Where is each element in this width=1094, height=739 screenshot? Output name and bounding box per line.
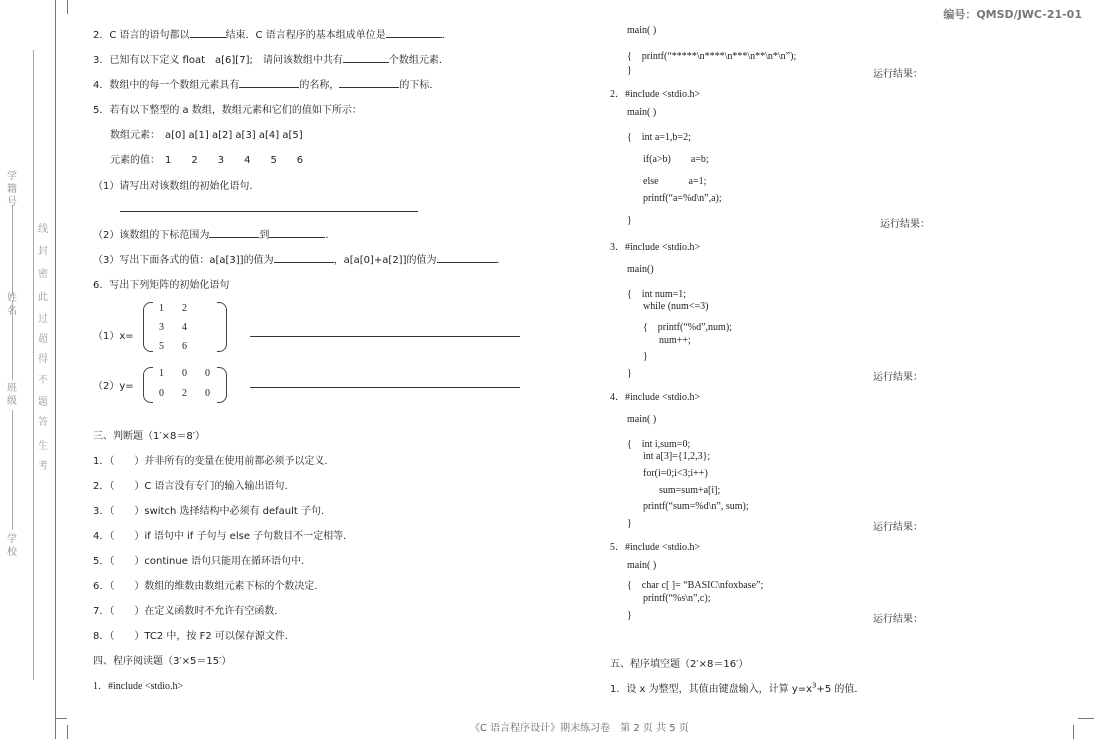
matrix-cell: 5	[159, 341, 164, 352]
fill-question-1: 1．设 x 为整型，其值由键盘输入，计算 $y=x^3+5$ 的值．	[610, 681, 865, 695]
judge-statement: TC2 中，按 F2 可以保存源文件．	[144, 631, 295, 642]
matrix-cell: 2	[182, 388, 187, 399]
code-line: num++;	[659, 335, 691, 346]
code-line: printf(“%s\n”,c);	[643, 593, 711, 604]
code-line: main( )	[627, 25, 657, 36]
judge-number: 7．（ ）	[93, 606, 145, 617]
class-label: 班级	[7, 383, 17, 407]
student-id-label: 学籍号	[7, 171, 17, 208]
judge-item	[93, 552, 311, 567]
sidebar-line	[12, 205, 13, 295]
name-label: 姓名	[7, 293, 17, 317]
judge-item	[93, 602, 284, 617]
result-label: 运行结果：	[873, 614, 923, 625]
judge-item	[93, 577, 324, 592]
matrix-cell: 1	[159, 368, 164, 379]
code-line: { int i,sum=0;	[627, 439, 691, 450]
seal-char: 超	[38, 334, 48, 345]
seal-char: 此	[38, 292, 48, 303]
code-line: }	[627, 215, 632, 226]
code-line: 3．#include <stdio.h>	[610, 242, 701, 253]
section-3-heading: 三、判断题（1′×8＝8′）	[93, 431, 206, 442]
judge-item	[93, 527, 353, 542]
judge-number: 3．（ ）	[93, 506, 145, 517]
seal-char: 不	[38, 375, 48, 386]
school-label: 学校	[7, 534, 17, 558]
judge-item	[93, 452, 334, 467]
result-label: 运行结果：	[873, 522, 923, 533]
seal-char: 得	[38, 354, 48, 365]
judge-item	[93, 502, 331, 517]
answer-line	[120, 211, 418, 212]
seal-line	[33, 50, 34, 680]
array-elements-row: 数组元素： a[0] a[1] a[2] a[3] a[4] a[5]	[110, 130, 303, 141]
matrix-y-label: （2）y=	[93, 381, 134, 392]
result-label: 运行结果：	[880, 219, 930, 230]
matrix-cell: 1	[159, 303, 164, 314]
judge-number: 1．（ ）	[93, 456, 145, 467]
seal-char: 考	[38, 461, 48, 472]
judge-statement: 并非所有的变量在使用前都必须予以定义．	[144, 456, 335, 467]
seal-char: 题	[38, 397, 48, 408]
matrix-cell: 2	[182, 303, 187, 314]
seal-char: 过	[38, 314, 48, 325]
matrix-bracket-right	[217, 302, 227, 352]
code-line: { char c[ ]= “BASIC\nfoxbase”;	[627, 580, 764, 591]
matrix-cell: 0	[205, 368, 210, 379]
judge-statement: 在定义函数时不允许有空函数．	[144, 606, 285, 617]
section-4-heading: 四、程序阅读题（3′×5＝15′）	[93, 656, 232, 667]
seal-char: 答	[38, 417, 48, 428]
question-5: 5．若有以下整型的 a 数组，数组元素和它们的值如下所示：	[93, 105, 362, 116]
code-line: }	[627, 610, 632, 621]
crop-mark	[1073, 725, 1074, 739]
question-5-3: （3）写出下面各式的值：a[a[3]]的值为 ，a[a[0]+a[2]]的值为 ．	[93, 251, 507, 266]
judge-number: 4．（ ）	[93, 531, 145, 542]
judge-number: 6．（ ）	[93, 581, 145, 592]
answer-line	[250, 387, 520, 388]
judge-number: 2．（ ）	[93, 481, 145, 492]
code-line: if(a>b) a=b;	[643, 154, 709, 165]
judge-statement: switch 选择结构中必须有 default 子句．	[144, 506, 332, 517]
code-line: while (num<=3)	[643, 301, 709, 312]
matrix-cell: 3	[159, 322, 164, 333]
page-footer: 《C 语言程序设计》期末练习卷 第 2 页 共 5 页	[470, 723, 689, 734]
program-1-include: 1．#include <stdio.h>	[93, 681, 184, 692]
code-line: { printf(“%d”,num);	[643, 322, 732, 333]
code-line: }	[643, 351, 648, 362]
code-line: sum=sum+a[i];	[659, 485, 721, 496]
matrix-bracket-left	[143, 302, 153, 352]
document-number: 编号：QMSD/JWC-21-01	[943, 8, 1082, 21]
crop-mark	[67, 725, 68, 739]
crop-mark	[67, 0, 68, 14]
code-line: main( )	[627, 107, 657, 118]
section-5-heading: 五、程序填空题（2′×8＝16′）	[610, 659, 749, 670]
judge-statement: continue 语句只能用在循环语句中．	[144, 556, 312, 567]
code-line: int a[3]={1,2,3};	[643, 451, 711, 462]
judge-statement: C 语言没有专门的输入输出语句．	[144, 481, 295, 492]
crop-mark	[55, 718, 67, 719]
code-line: 4．#include <stdio.h>	[610, 392, 701, 403]
result-label: 运行结果：	[873, 69, 923, 80]
crop-mark	[1078, 718, 1094, 719]
question-4: 4．数组中的每一个数组元素具有 的名称， 的下标．	[93, 76, 439, 91]
code-line: printf(“a=%d\n”,a);	[643, 193, 722, 204]
seal-char: 封	[38, 246, 48, 257]
code-line: else a=1;	[643, 176, 707, 187]
matrix-cell: 0	[159, 388, 164, 399]
array-values-row: 元素的值： 1 2 3 4 5 6	[110, 155, 304, 166]
question-3: 3．已知有以下定义 float a[6][7]; 请问该数组中共有 个数组元素．	[93, 51, 449, 66]
code-line: for(i=0;i<3;i++)	[643, 468, 708, 479]
code-line: main( )	[627, 560, 657, 571]
code-line: }	[627, 518, 632, 529]
question-6: 6．写出下列矩阵的初始化语句	[93, 280, 230, 291]
matrix-bracket-left	[143, 367, 153, 403]
code-line: }	[627, 368, 632, 379]
judge-number: 8．（ ）	[93, 631, 145, 642]
question-2: 2．C 语言的语句都以 结束．C 语言程序的基本组成单位是 ．	[93, 26, 452, 41]
matrix-cell: 0	[205, 388, 210, 399]
matrix-cell: 0	[182, 368, 187, 379]
question-5-2: （2）该数组的下标范围为 到 ．	[93, 226, 335, 241]
question-5-1: （1）请写出对该数组的初始化语句．	[93, 181, 260, 192]
result-label: 运行结果：	[873, 372, 923, 383]
judge-number: 5．（ ）	[93, 556, 145, 567]
page-left-border	[55, 0, 56, 739]
judge-item	[93, 627, 295, 642]
code-line: { int a=1,b=2;	[627, 132, 691, 143]
code-line: }	[627, 65, 632, 76]
code-line: main()	[627, 264, 654, 275]
matrix-cell: 4	[182, 322, 187, 333]
code-line: main( )	[627, 414, 657, 425]
code-line: { int num=1;	[627, 289, 687, 300]
sidebar-line	[12, 410, 13, 530]
seal-char: 密	[38, 269, 48, 280]
matrix-cell: 6	[182, 341, 187, 352]
judge-statement: if 语句中 if 子句与 else 子句数目不一定相等．	[144, 531, 354, 542]
seal-char: 线	[38, 224, 48, 235]
code-line: { printf(“*****\n****\n***\n**\n*\n”);	[627, 51, 797, 62]
code-line: 2．#include <stdio.h>	[610, 89, 701, 100]
judge-statement: 数组的维数由数组元素下标的个数决定．	[144, 581, 325, 592]
code-line: printf(“sum=%d\n”, sum);	[643, 501, 749, 512]
judge-item	[93, 477, 295, 492]
matrix-x-label: （1）x=	[93, 331, 134, 342]
seal-char: 生	[38, 441, 48, 452]
answer-line	[250, 336, 520, 337]
matrix-bracket-right	[217, 367, 227, 403]
code-line: 5．#include <stdio.h>	[610, 542, 701, 553]
